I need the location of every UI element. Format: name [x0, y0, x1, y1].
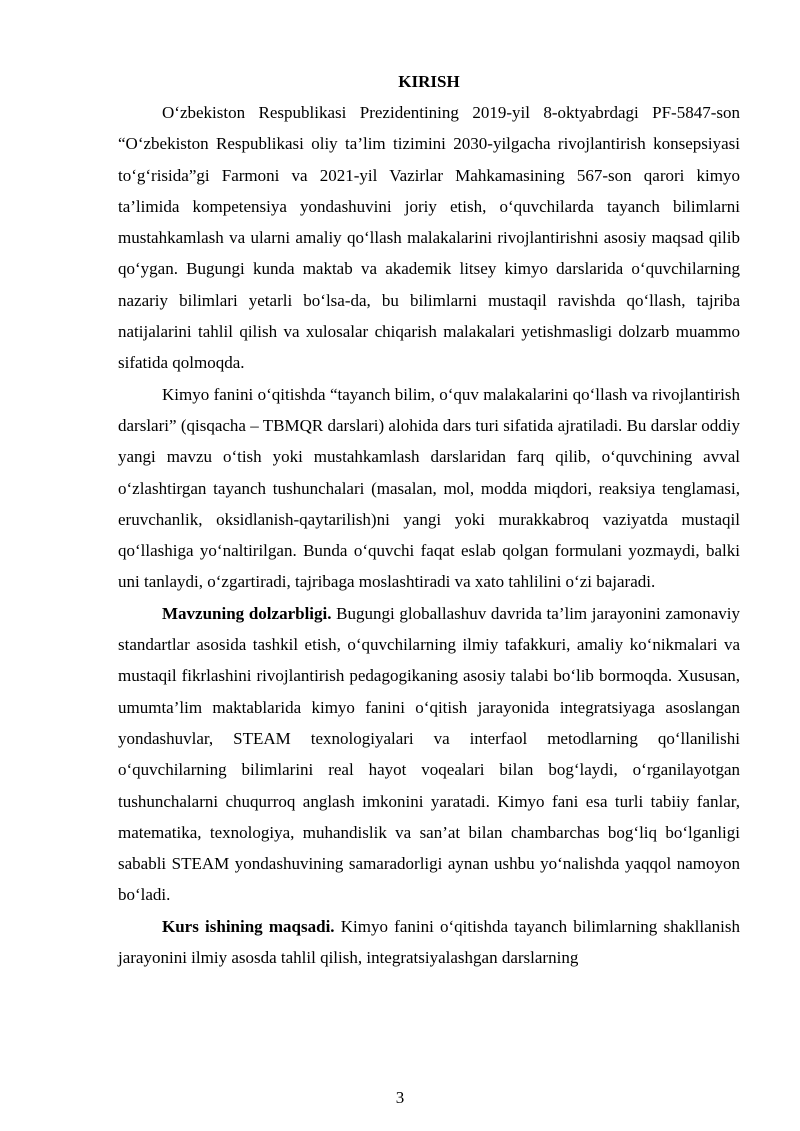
- page-number: 3: [395, 1088, 405, 1107]
- paragraph-lead: Mavzuning dolzarbligi.: [162, 603, 332, 623]
- document-page: [118, 70, 740, 973]
- paragraph-text: Kimyo fanini o‘qitishda “tayanch bilim, o‘quv malakalarini qo‘llash va rivojlantirish darslari” (qisqacha – TBMQR darslari) alohida dars turi sifatida ajratiladi. Bu darslar oddiy yangi mavzu o‘tish yoki mustahkamlash darslaridan farq qilib, o‘quvchining avval o‘zlashtirgan tayanch tushunchalari (masalan, mol, modda miqdori, reaksiya tenglamasi, eruvchanlik, oksidlanish-qaytarilish)ni yangi yoki murakkabroq vaziyatda mustaqil qo‘llashiga yo‘naltirilgan. Bunda o‘quvchi faqat eslab qolgan formulani yozmaydi, balki uni tanlaydi, o‘zgartiradi, tajribaga moslashtiradi va xato tahlilini o‘zi bajaradi.: [118, 384, 740, 592]
- paragraph-relevance: [118, 598, 740, 911]
- paragraph-intro: [118, 97, 740, 379]
- paragraph-text: Kimyo fanini o‘qitishda tayanch bilimlarning shakllanish jarayonini ilmiy asosda tahlil qilish, integratsiyalashgan darslarning: [118, 916, 740, 968]
- paragraph-text: O‘zbekiston Respublikasi Prezidentining 2019-yil 8-oktyabrdagi PF-5847-son “O‘zbekiston Respublikasi oliy ta’lim tizimini 2030-yilgacha rivojlantirish konsepsiyasi to‘g‘risida”gi Farmoni va 2021-yil Vazirlar Mahkamasining 567-son qarori kimyo ta’limida kompetensiya yondashuvini joriy etish, o‘quvchilarda tayanch bilimlarni mustahkamlash va ularni amaliy qo‘llash malakalarini rivojlantirishni asosiy maqsad qilib qo‘ygan. Bugungi kunda maktab va akademik litsey kimyo darslarida o‘quvchilarning nazariy bilimlari yetarli bo‘lsa-da, bu bilimlarni mustaqil ravishda qo‘llash, tajriba natijalarini tahlil qilish va xulosalar chiqarish malakalari yetishmasligi dolzarb muammo sifatida qolmoqda.: [118, 103, 740, 373]
- paragraph-tbmqr: [118, 379, 740, 598]
- paragraph-lead: Kurs ishining maqsadi.: [162, 916, 335, 936]
- paragraph-text: Bugungi globallashuv davrida ta’lim jarayonini zamonaviy standartlar asosida tashkil etish, o‘quvchilarning ilmiy tafakkuri, amaliy ko‘nikmalari va mustaqil fikrlashini rivojlantirish pedagogikaning asosiy talabi bo‘lib bormoqda. Xususan, umumta’lim maktablarida kimyo fanini o‘qitish jarayonida integratsiyaga asoslangan yondashuvlar, STEAM texnologiyalari va interfaol metodlarning qo‘llanilishi o‘quvchilarning bilimlarini real hayot voqealari bilan bog‘laydi, o‘rganilayotgan tushunchalarni chuqurroq anglash imkonini yaratadi. Kimyo fani esa turli tabiiy fanlar, matematika, texnologiya, muhandislik va san’at bilan chambarchas bog‘liq bo‘lganligi sababli STEAM yondashuvining samaradorligi aynan ushbu yo‘nalishda yaqqol namoyon bo‘ladi.: [118, 603, 740, 905]
- paragraph-goal: [118, 911, 740, 974]
- section-heading: KIRISH: [398, 72, 460, 91]
